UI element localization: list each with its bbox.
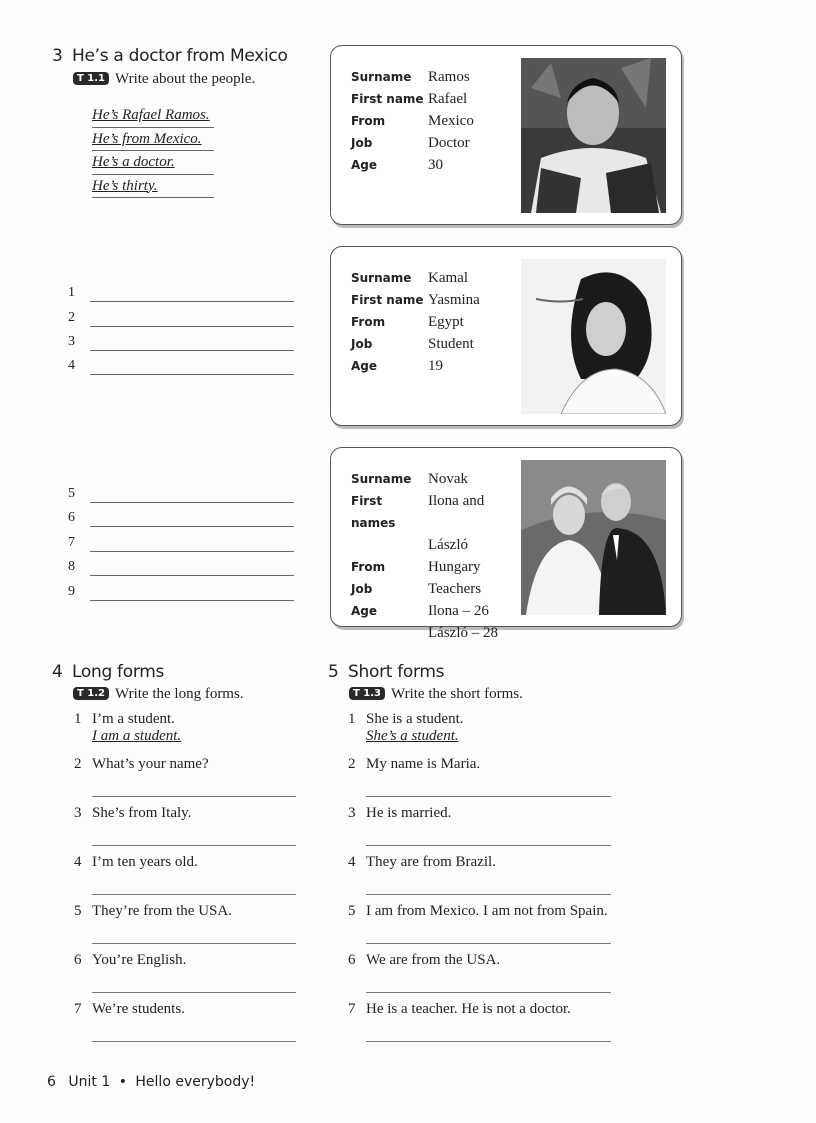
page-footer — [47, 1074, 255, 1090]
short-form-item: 6 We are from the USA. — [348, 952, 501, 968]
surname-label: Surname — [351, 472, 412, 486]
from-value: Mexico — [428, 113, 474, 129]
page-number: 6 — [47, 1074, 56, 1090]
first-name-value: Rafael — [428, 91, 468, 107]
writing-line[interactable]: 5 — [68, 486, 294, 503]
writing-line[interactable]: 1 — [68, 285, 294, 302]
writing-line[interactable]: 9 — [68, 584, 294, 601]
example-line: He’s from Mexico. — [92, 128, 214, 152]
person-card-ramos — [330, 45, 682, 225]
from-label: From — [351, 114, 386, 128]
wedding-couple-photo — [521, 460, 666, 615]
from-value: Egypt — [428, 314, 464, 330]
short-form-item: 5 I am from Mexico. I am not from Spain. — [348, 903, 608, 919]
writing-line[interactable]: 8 — [68, 559, 294, 576]
example-line: He’s Rafael Ramos. — [92, 104, 214, 128]
short-form-item: 1 She is a student. She’s a student. — [348, 711, 464, 744]
job-label: Job — [351, 337, 373, 351]
audio-track-badge: T 1.3 — [349, 687, 385, 700]
long-form-item: 1 I’m a student. I am a student. — [74, 711, 182, 744]
job-label: Job — [351, 136, 373, 150]
answer-line[interactable] — [366, 1041, 611, 1042]
person-card-novak — [330, 447, 682, 641]
surname-value: Novak — [428, 471, 468, 487]
long-form-item: 4 I’m ten years old. — [74, 854, 198, 870]
answer-line[interactable] — [366, 894, 611, 895]
age-value: 30 — [428, 157, 443, 173]
exercise-4-instruction: T 1.2 Write the long forms. — [73, 686, 244, 703]
long-form-item: 2 What’s your name? — [74, 756, 209, 772]
separator: • — [118, 1074, 127, 1090]
unit-label: Unit 1 — [68, 1074, 111, 1090]
answer-line[interactable] — [92, 845, 296, 846]
short-form-item: 4 They are from Brazil. — [348, 854, 496, 870]
from-value: Hungary — [428, 559, 481, 575]
writing-line[interactable]: 2 — [68, 310, 294, 327]
from-label: From — [351, 315, 386, 329]
exercise-4-title: 4 Long forms — [52, 662, 165, 682]
exercise-3-title — [52, 46, 288, 66]
answer-line[interactable] — [92, 992, 296, 993]
long-form-item: 7 We’re students. — [74, 1001, 185, 1017]
surname-value: Ramos — [428, 69, 470, 85]
writing-line[interactable]: 3 — [68, 334, 294, 351]
surname-label: Surname — [351, 271, 412, 285]
answer-line[interactable] — [366, 992, 611, 993]
long-form-item: 5 They’re from the USA. — [74, 903, 232, 919]
example-answer: She’s a student. — [366, 728, 459, 744]
first-name-label: First name — [351, 293, 424, 307]
job-value: Student — [428, 336, 474, 352]
example-line: He’s thirty. — [92, 175, 214, 199]
example-answer — [92, 104, 214, 198]
first-names-value-2: László — [428, 537, 468, 553]
long-form-item: 6 You’re English. — [74, 952, 187, 968]
first-name-value: Yasmina — [428, 292, 480, 308]
long-form-item: 3 She’s from Italy. — [74, 805, 192, 821]
writing-line[interactable]: 4 — [68, 358, 294, 375]
exercise-title: He’s a doctor from Mexico — [72, 46, 288, 66]
answer-line[interactable] — [366, 943, 611, 944]
job-label: Job — [351, 582, 373, 596]
example-line: He’s a doctor. — [92, 151, 214, 175]
answer-line[interactable] — [366, 796, 611, 797]
answer-line[interactable] — [92, 796, 296, 797]
age-value: 19 — [428, 358, 443, 374]
first-names-label: First names — [351, 494, 396, 530]
age-value-2: László – 28 — [428, 625, 498, 641]
surname-value: Kamal — [428, 270, 468, 286]
instruction-text: Write about the people. — [115, 71, 256, 87]
unit-title: Hello everybody! — [135, 1074, 256, 1090]
exercise-5-title: 5 Short forms — [328, 662, 445, 682]
person-card-kamal — [330, 246, 682, 426]
audio-track-badge: T 1.1 — [73, 72, 109, 85]
age-value: Ilona – 26 — [428, 603, 489, 619]
first-name-label: First name — [351, 92, 424, 106]
short-form-item: 7 He is a teacher. He is not a doctor. — [348, 1001, 571, 1017]
short-form-item: 2 My name is Maria. — [348, 756, 481, 772]
answer-line[interactable] — [92, 1041, 296, 1042]
man-portrait-photo — [521, 58, 666, 213]
audio-track-badge: T 1.2 — [73, 687, 109, 700]
age-label: Age — [351, 158, 378, 172]
answer-line[interactable] — [92, 894, 296, 895]
first-names-value: Ilona and — [428, 493, 485, 509]
writing-line[interactable]: 7 — [68, 535, 294, 552]
exercise-number: 3 — [52, 46, 63, 66]
job-value: Teachers — [428, 581, 482, 597]
from-label: From — [351, 560, 386, 574]
answer-line[interactable] — [92, 943, 296, 944]
example-answer: I am a student. — [92, 728, 182, 744]
short-form-item: 3 He is married. — [348, 805, 452, 821]
exercise-3-instruction — [73, 71, 255, 88]
age-label: Age — [351, 359, 378, 373]
age-label: Age — [351, 604, 378, 618]
writing-line[interactable]: 6 — [68, 510, 294, 527]
answer-line[interactable] — [366, 845, 611, 846]
exercise-5-instruction: T 1.3 Write the short forms. — [349, 686, 523, 703]
job-value: Doctor — [428, 135, 470, 151]
surname-label: Surname — [351, 70, 412, 84]
woman-portrait-photo — [521, 259, 666, 414]
